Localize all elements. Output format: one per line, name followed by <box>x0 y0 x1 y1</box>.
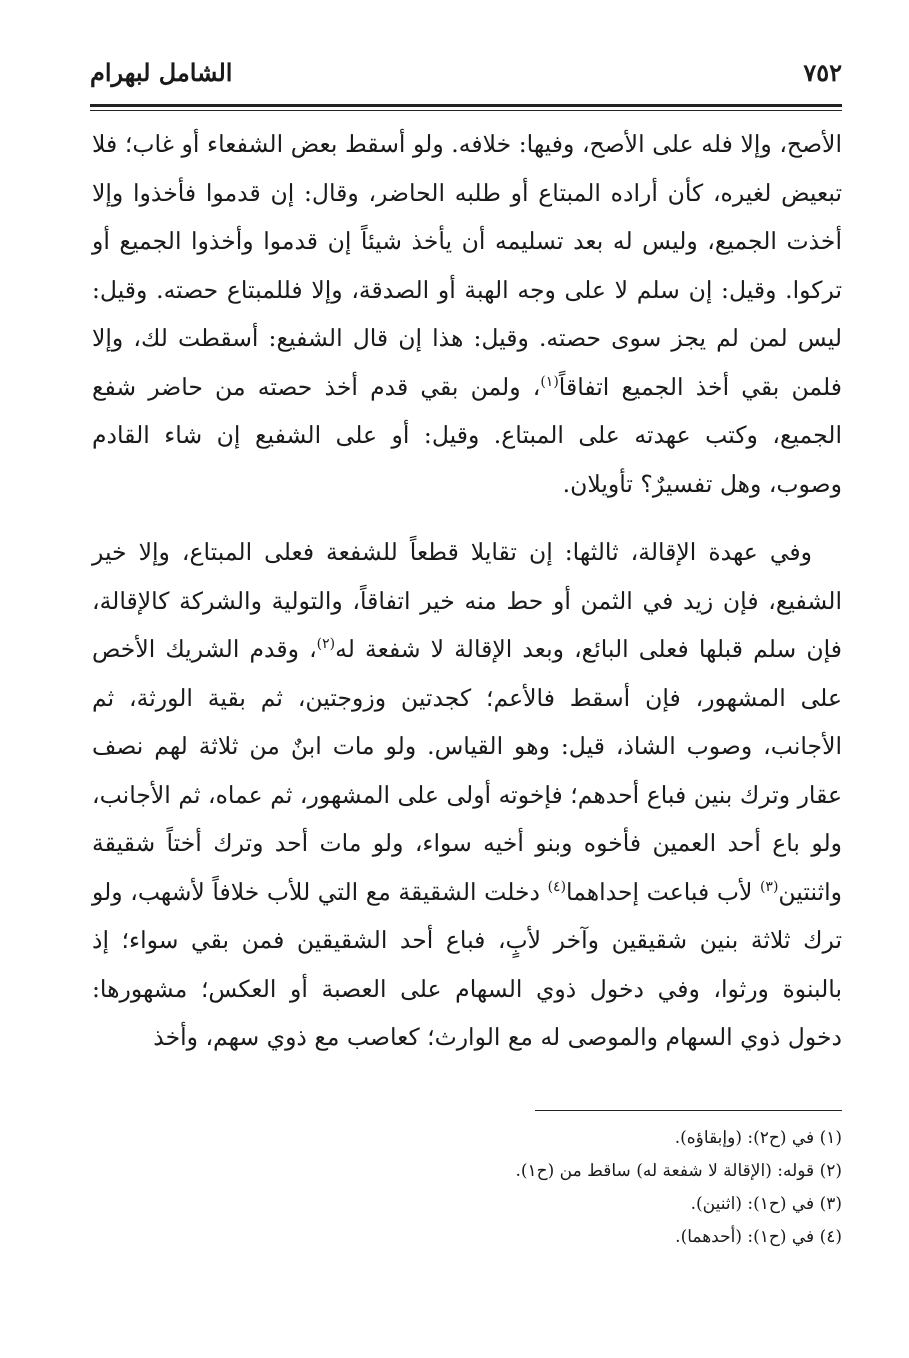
page-header <box>90 58 842 98</box>
paragraph-text: لأب فباعت إحداهما <box>566 877 760 906</box>
header-rule-thick <box>90 104 842 107</box>
footnote-reference: (٣) <box>759 878 779 895</box>
paragraph <box>92 528 842 1062</box>
footnote-reference: (٤) <box>547 878 567 895</box>
paragraph-text: ، ولمن بقي قدم أخذ حصته من حاضر شفع الجميع، وكتب عهدته على المبتاع. وقيل: أو على الشفيع إن شاء القادم وصوب، وهل تفسيرٌ؟ تأويلان. <box>92 372 842 498</box>
footnote: (٢) قوله: (الإقالة لا شفعة له) ساقط من (ح١). <box>515 1161 842 1181</box>
footnote-reference: (٢) <box>316 636 336 653</box>
footnote: (٤) في (ح١): (أحدهما). <box>675 1227 842 1247</box>
header-rule-thin <box>90 110 842 111</box>
footnote-separator <box>535 1110 842 1111</box>
running-title: الشامل لبهرام <box>90 58 233 87</box>
paragraph-text: وفي عهدة الإقالة، ثالثها: إن تقايلا قطعاً للشفعة فعلى المبتاع، وإلا خير الشفيع، فإن زيد في الثمن أو حط منه خير اتفاقاً، والتولية والشركة كالإقالة، فإن سلم قبلها فعلى البائع، وبعد الإقالة لا شفعة له <box>92 538 842 663</box>
footnote: (٣) في (ح١): (اثنين). <box>690 1194 842 1214</box>
paragraph-text: الأصح، وإلا فله على الأصح، وفيها: خلافه. ولو أسقط بعض الشفعاء أو غاب؛ فلا تبعيض لغيره، كأن أراده المبتاع أو طلبه الحاضر، وقال: إن قدموا فأخذوا وإلا أخذت الجميع، وليس له بعد تسليمه أن يأخذ شيئاً إن قدموا وأخذوا الجميع أو تركوا. وقيل: إن سلم لا على وجه الهبة أو الصدقة، وإلا فللمبتاع حصته. وقيل: ليس لمن لم يجز سوى حصته. وقيل: هذا إن قال الشفيع: أسقطت لك، وإلا فلمن بقي أخذ الجميع اتفاقاً <box>92 130 842 401</box>
footnotes <box>242 1122 842 1254</box>
paragraph-text: دخلت الشقيقة مع التي للأب خلافاً لأشهب، ولو ترك ثلاثة بنين شقيقين وآخر لأبٍ، فباع أحد الشقيقين فمن بقي سواء؛ إذ بالبنوة ورثوا، وفي دخول ذوي السهام على العصبة أو العكس؛ مشهورها: دخول ذوي السهام والموصى له مع الوارث؛ كعاصب مع ذوي سهم، وأخذ <box>92 877 842 1051</box>
main-text <box>92 120 842 1062</box>
paragraph-text: ، وقدم الشريك الأخص على المشهور، فإن أسقط فالأعم؛ كجدتين وزوجتين، ثم بقية الورثة، ثم الأجانب، وصوب الشاذ، قيل: وهو القياس. ولو مات ابنٌ من ثلاثة لهم نصف عقار وترك بنين فباع أحدهم؛ فإخوته أولى على المشهور، ثم عماه، ثم الأجانب، ولو باع أحد العمين فأخوه وبنو أخيه سواء، ولو مات أحد وترك أختاً شقيقة واثنتين <box>92 635 843 906</box>
footnote-reference: (١) <box>540 373 559 390</box>
footnote: (١) في (ح٢): (وإبقاؤه). <box>674 1128 842 1148</box>
paragraph <box>92 120 842 508</box>
page-number: ٧٥٢ <box>803 58 842 87</box>
